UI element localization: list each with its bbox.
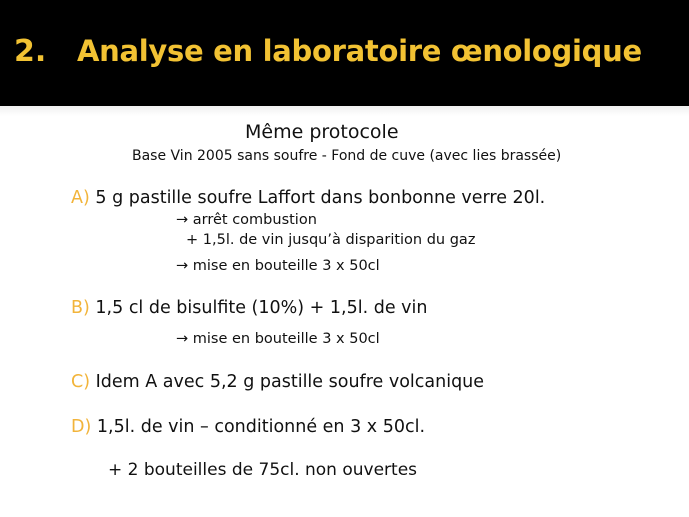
item-a-step-3: → mise en bouteille 3 x 50cl xyxy=(176,258,380,274)
item-a-letter: A) xyxy=(71,188,90,208)
item-b-letter: B) xyxy=(71,298,90,318)
item-a xyxy=(71,188,545,208)
item-b xyxy=(71,298,427,318)
protocol-heading: Même protocole xyxy=(245,121,399,143)
item-a-text: 5 g pastille soufre Laffort dans bonbonne verre 20l. xyxy=(95,188,546,208)
item-d-letter: D) xyxy=(71,417,92,437)
item-d-text: 1,5l. de vin – conditionné en 3 x 50cl. xyxy=(96,417,426,437)
item-c xyxy=(71,372,484,392)
header-divider xyxy=(0,106,689,116)
item-b-text: 1,5 cl de bisulfite (10%) + 1,5l. de vin xyxy=(95,298,428,318)
item-a-step-2: + 1,5l. de vin jusqu’à disparition du gaz xyxy=(186,232,476,248)
extra-note: + 2 bouteilles de 75cl. non ouvertes xyxy=(108,460,418,480)
section-number: 2. xyxy=(14,34,47,69)
slide-header xyxy=(0,0,689,106)
item-c-letter: C) xyxy=(71,372,91,392)
item-a-step-1: → arrêt combustion xyxy=(176,212,317,228)
item-d xyxy=(71,417,425,437)
item-c-text: Idem A avec 5,2 g pastille soufre volcanique xyxy=(95,372,485,392)
slide-title: Analyse en laboratoire œnologique xyxy=(77,34,642,68)
item-b-step-1: → mise en bouteille 3 x 50cl xyxy=(176,331,380,347)
base-description: Base Vin 2005 sans soufre - Fond de cuve (avec lies brassée) xyxy=(132,148,562,164)
